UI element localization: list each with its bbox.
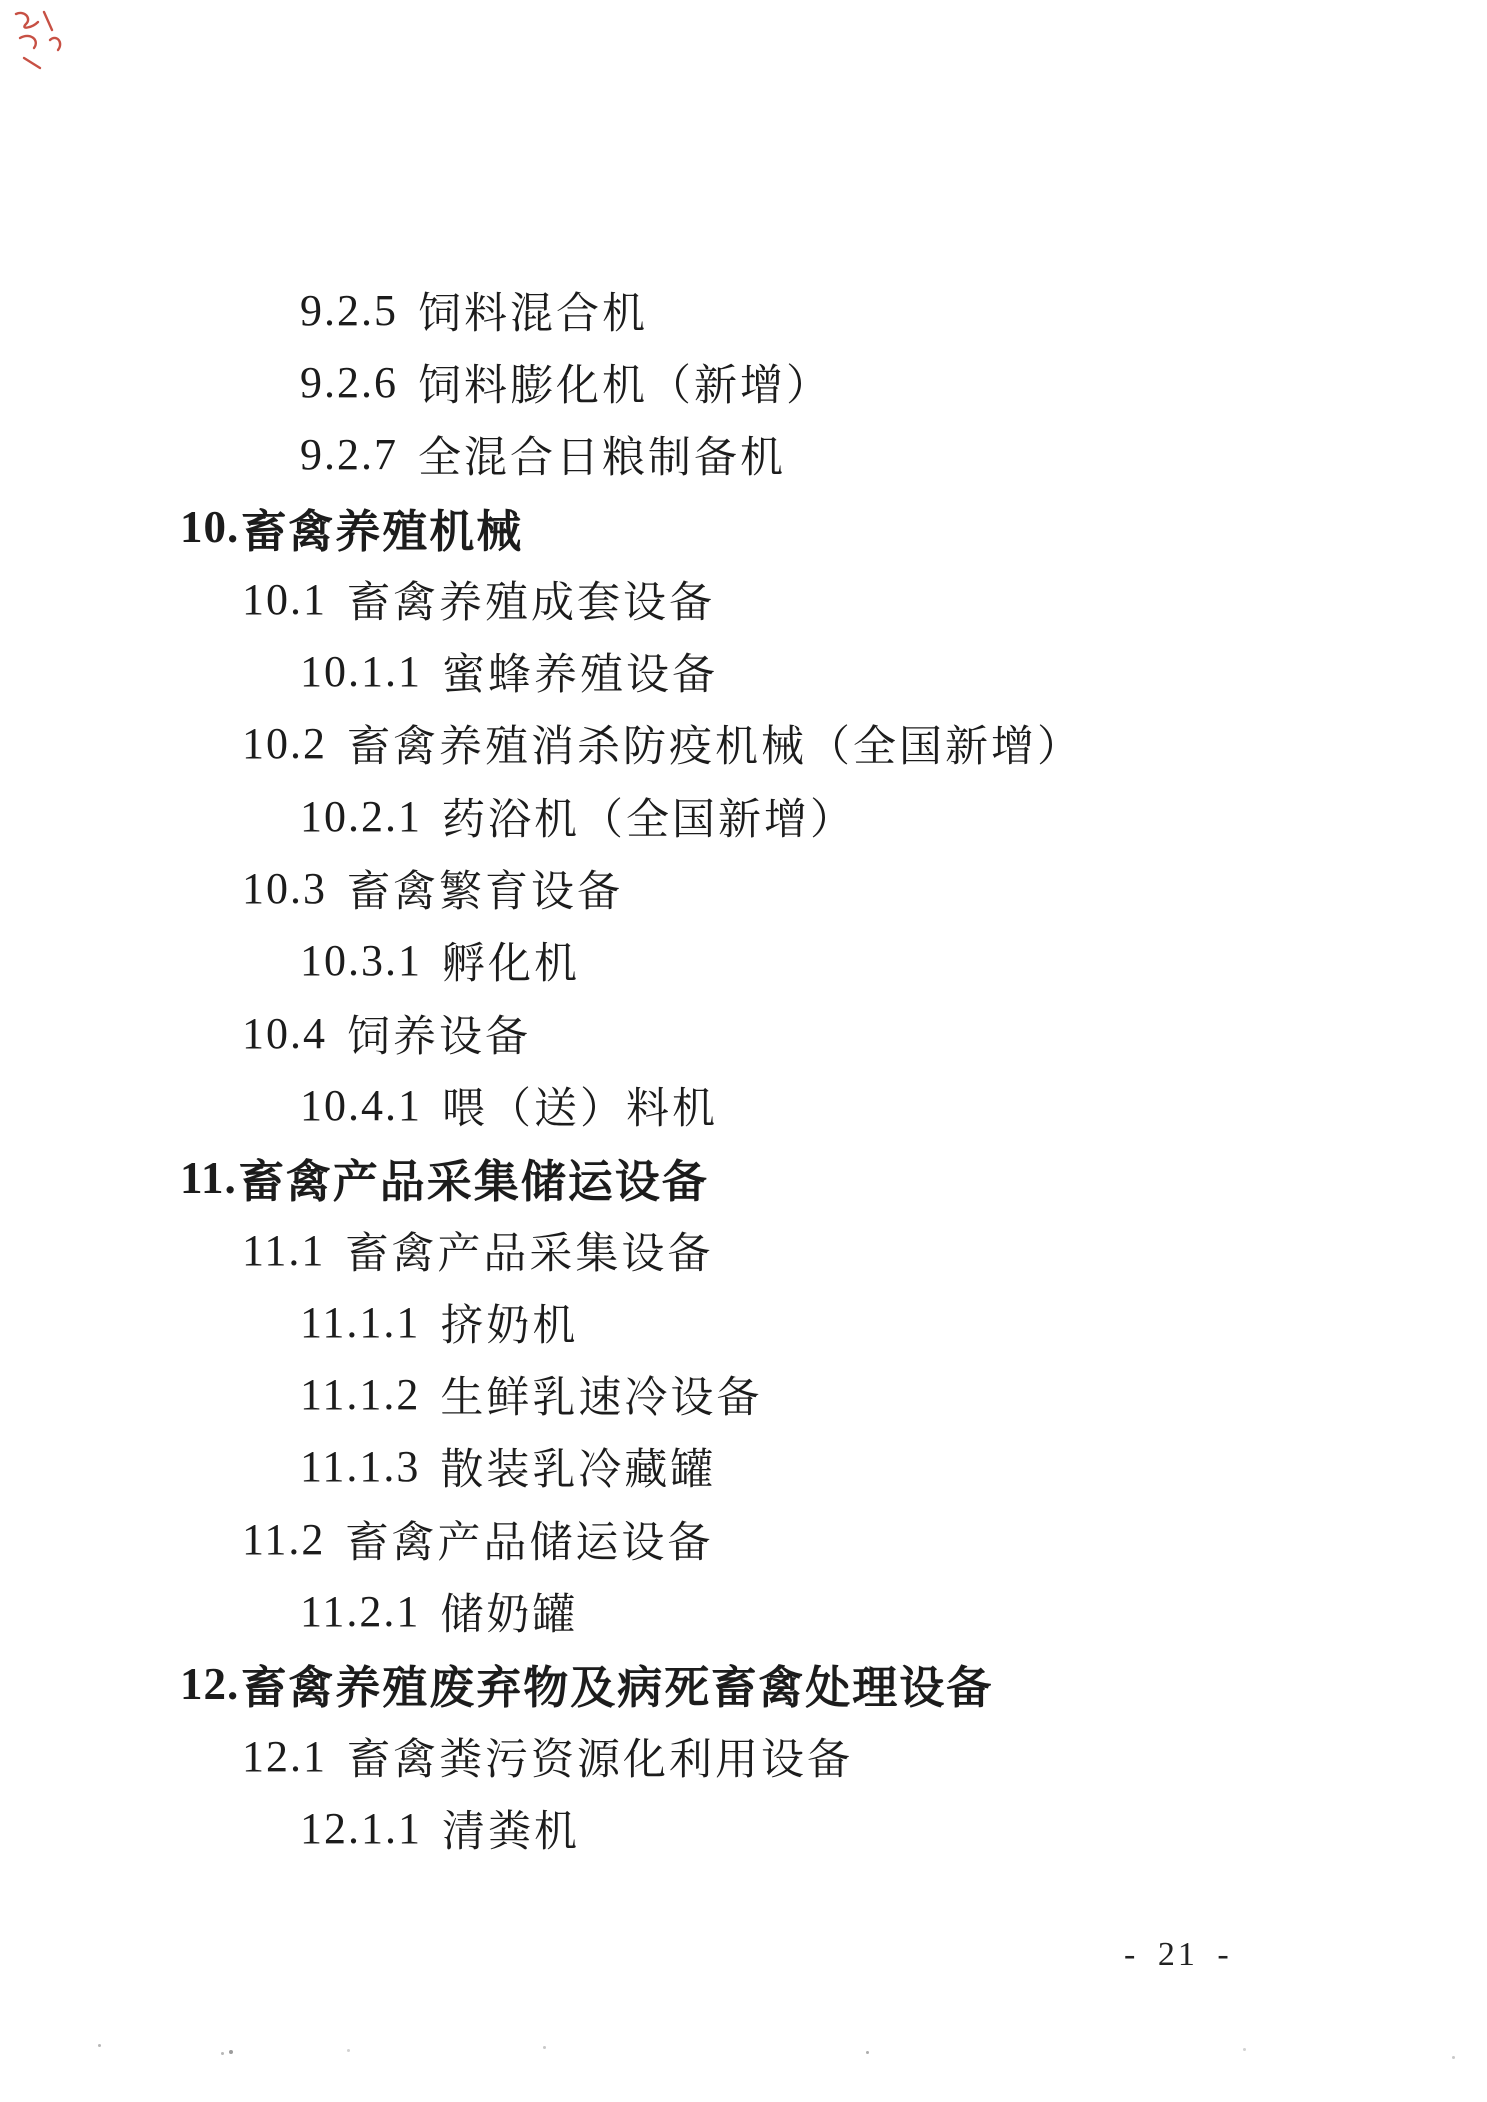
item-number: 10.2.1 <box>300 791 422 841</box>
item-number: 10.4.1 <box>300 1080 422 1130</box>
outline-item <box>0 419 1487 491</box>
item-text: 孵化机 <box>442 941 580 989</box>
item-number: 10.3.1 <box>300 936 422 986</box>
item-text: 蜜蜂养殖设备 <box>442 652 718 700</box>
outline-item <box>0 1214 1487 1286</box>
item-number: 12.1.1 <box>300 1803 422 1853</box>
outline-item <box>0 563 1487 635</box>
item-text: 畜禽养殖消杀防疫机械（全国新增） <box>347 724 1083 772</box>
outline-item <box>0 1648 1487 1720</box>
item-text: 挤奶机 <box>440 1302 579 1350</box>
item-number: 11.2.1 <box>300 1586 421 1636</box>
item-number: 10.4 <box>242 1008 327 1058</box>
item-number: 10.1 <box>242 574 327 624</box>
item-number: 9.2.6 <box>300 357 398 407</box>
page-number: - 21 - <box>1124 1936 1232 1973</box>
item-number: 10. <box>180 502 240 553</box>
outline-item <box>0 1575 1487 1647</box>
outline-item <box>0 1142 1487 1214</box>
item-number: 12. <box>180 1658 240 1709</box>
outline-item <box>0 491 1487 563</box>
outline-item <box>0 1792 1487 1864</box>
item-text: 储奶罐 <box>440 1591 579 1639</box>
item-text: 畜禽产品储运设备 <box>345 1519 714 1567</box>
item-text: 畜禽产品采集设备 <box>345 1230 714 1278</box>
scan-speck <box>1452 2056 1455 2059</box>
outline-item <box>0 346 1487 418</box>
item-text: 饲料混合机 <box>418 290 648 338</box>
outline-item <box>0 1358 1487 1430</box>
item-text: 清粪机 <box>442 1808 580 1856</box>
item-number: 11.1.1 <box>300 1297 421 1347</box>
item-number: 11.2 <box>242 1514 326 1564</box>
item-text: 畜禽养殖机械 <box>241 505 524 557</box>
outline-item <box>0 1431 1487 1503</box>
item-text: 散装乳冷藏罐 <box>440 1447 717 1495</box>
item-text: 全混合日粮制备机 <box>418 435 786 483</box>
outline-item <box>0 997 1487 1069</box>
item-text: 饲养设备 <box>347 1013 531 1061</box>
item-number: 11.1.3 <box>300 1442 421 1492</box>
item-text: 畜禽产品采集储运设备 <box>238 1156 709 1208</box>
item-number: 10.3 <box>242 864 327 914</box>
outline-item <box>0 1503 1487 1575</box>
outline-item <box>0 635 1487 707</box>
outline-item <box>0 274 1487 346</box>
scan-speck <box>347 2049 350 2052</box>
outline-item <box>0 1720 1487 1792</box>
item-number: 11.1 <box>242 1225 326 1275</box>
outline-item <box>0 925 1487 997</box>
item-number: 9.2.7 <box>300 430 398 480</box>
item-number: 11.1.2 <box>300 1370 421 1420</box>
item-number: 9.2.5 <box>300 285 398 335</box>
outline-item <box>0 852 1487 924</box>
equipment-outline <box>0 274 1487 1865</box>
item-text: 喂（送）料机 <box>442 1085 718 1133</box>
item-text: 药浴机（全国新增） <box>442 796 856 844</box>
item-text: 畜禽繁育设备 <box>347 869 623 917</box>
item-number: 10.2 <box>242 719 327 769</box>
item-number: 10.1.1 <box>300 647 422 697</box>
outline-item <box>0 780 1487 852</box>
scan-speck <box>221 2052 224 2055</box>
item-text: 畜禽粪污资源化利用设备 <box>347 1736 853 1784</box>
scan-speck <box>229 2050 233 2054</box>
scan-speck <box>98 2044 101 2047</box>
scan-speck <box>1243 2048 1246 2051</box>
outline-item <box>0 1069 1487 1141</box>
scan-speck <box>866 2051 869 2054</box>
scan-speck <box>543 2046 546 2049</box>
item-text: 生鲜乳速冷设备 <box>440 1375 763 1423</box>
item-number: 12.1 <box>242 1731 327 1781</box>
item-text: 饲料膨化机（新增） <box>418 362 832 410</box>
item-text: 畜禽养殖成套设备 <box>347 579 715 627</box>
red-pen-marks <box>6 4 78 86</box>
outline-item <box>0 1286 1487 1358</box>
outline-item <box>0 708 1487 780</box>
item-number: 11. <box>180 1152 237 1203</box>
item-text: 畜禽养殖废弃物及病死畜禽处理设备 <box>241 1662 994 1714</box>
